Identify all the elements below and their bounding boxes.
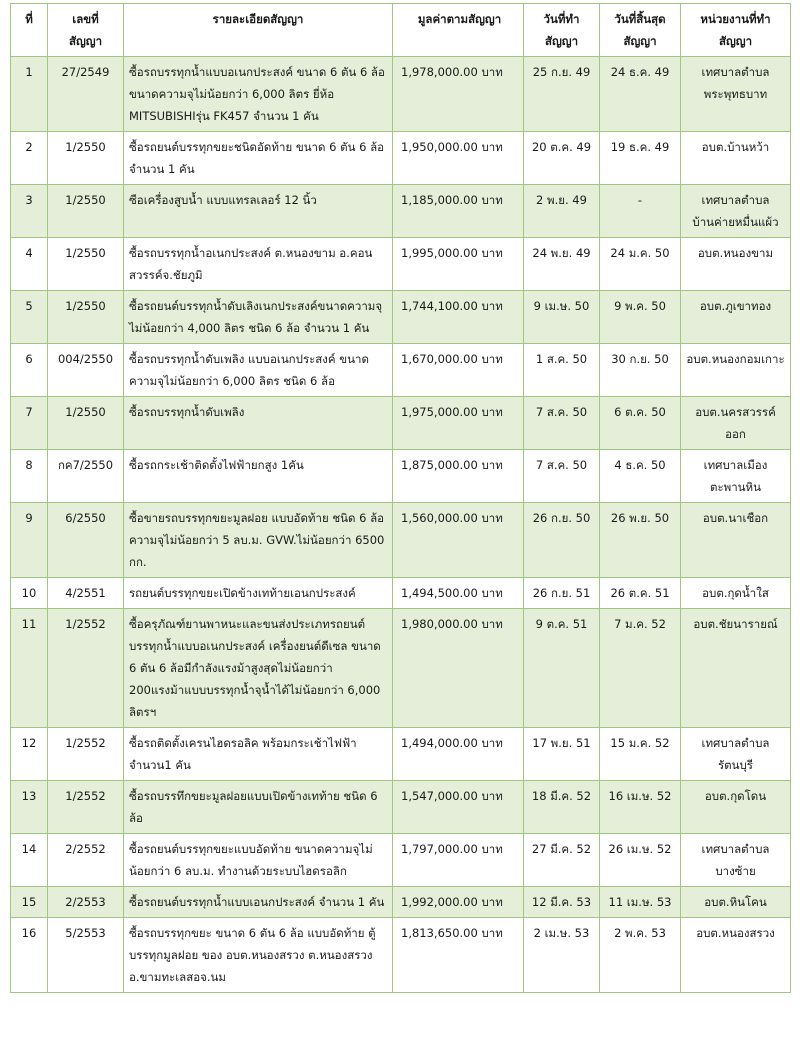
cell-amount: 1,980,000.00 บาท	[393, 609, 524, 728]
cell-amount: 1,797,000.00 บาท	[393, 834, 524, 887]
cell-amount: 1,744,100.00 บาท	[393, 291, 524, 344]
cell-end-date: 26 พ.ย. 50	[600, 503, 681, 578]
cell-no: 14	[11, 834, 48, 887]
cell-start-date: 9 เม.ษ. 50	[524, 291, 600, 344]
header-agency-line2: สัญญา	[718, 34, 753, 48]
cell-end-date: 26 เม.ษ. 52	[600, 834, 681, 887]
table-row	[11, 397, 791, 450]
cell-contract-number: 5/2553	[48, 918, 124, 993]
cell-agency: อบต.นครสวรรค์ออก	[681, 397, 791, 450]
cell-end-date: 7 ม.ค. 52	[600, 609, 681, 728]
cell-no: 16	[11, 918, 48, 993]
cell-contract-number: 1/2552	[48, 781, 124, 834]
cell-end-date: 24 ม.ค. 50	[600, 238, 681, 291]
header-start-line1: วันที่ทำ	[543, 12, 580, 26]
cell-amount: 1,813,650.00 บาท	[393, 918, 524, 993]
cell-contract-number: 1/2550	[48, 238, 124, 291]
cell-start-date: 1 ส.ค. 50	[524, 344, 600, 397]
cell-agency: อบต.หนองสรวง	[681, 918, 791, 993]
cell-no: 11	[11, 609, 48, 728]
table-row	[11, 918, 791, 993]
cell-start-date: 20 ต.ค. 49	[524, 132, 600, 185]
cell-end-date: 11 เม.ษ. 53	[600, 887, 681, 918]
cell-no: 2	[11, 132, 48, 185]
cell-detail: ซื้อรถบรรทุกน้ำดับเพลิง	[124, 397, 393, 450]
cell-no: 12	[11, 728, 48, 781]
cell-detail: ซื้อรถบรรทุกน้ำอเนกประสงค์ ต.หนองขาม อ.คอนสวรรค์จ.ชัยภูมิ	[124, 238, 393, 291]
header-end-line2: สัญญา	[623, 34, 657, 48]
cell-detail: ซื้อรถบรรทุกน้ำแบบอเนกประสงค์ ขนาด 6 ตัน 6 ล้อ ขนาดความจุไม่น้อยกว่า 6,000 ลิตร ยี่ห้อ MITSUBISHIรุ่น FK457 จำนวน 1 คัน	[124, 57, 393, 132]
table-row	[11, 57, 791, 132]
table-row	[11, 132, 791, 185]
header-row	[11, 4, 791, 57]
table-row	[11, 185, 791, 238]
cell-amount: 1,978,000.00 บาท	[393, 57, 524, 132]
table-row	[11, 238, 791, 291]
cell-end-date: 19 ธ.ค. 49	[600, 132, 681, 185]
cell-amount: 1,494,500.00 บาท	[393, 578, 524, 609]
cell-amount: 1,547,000.00 บาท	[393, 781, 524, 834]
table-row	[11, 728, 791, 781]
cell-no: 15	[11, 887, 48, 918]
cell-no: 9	[11, 503, 48, 578]
cell-amount: 1,950,000.00 บาท	[393, 132, 524, 185]
cell-start-date: 27 มี.ค. 52	[524, 834, 600, 887]
cell-contract-number: 2/2552	[48, 834, 124, 887]
cell-start-date: 17 พ.ย. 51	[524, 728, 600, 781]
cell-agency: เทศบาลตำบลบ้านค่ายหมื่นแผ้ว	[681, 185, 791, 238]
cell-start-date: 9 ต.ค. 51	[524, 609, 600, 728]
cell-end-date: 2 พ.ค. 53	[600, 918, 681, 993]
cell-detail: ซื้อรถบรรทึกขยะมูลฝอยแบบเปิดข้างเทท้าย ชนิด 6 ล้อ	[124, 781, 393, 834]
cell-amount: 1,992,000.00 บาท	[393, 887, 524, 918]
cell-contract-number: 1/2550	[48, 397, 124, 450]
header-contract-line1: เลขที่	[72, 12, 99, 26]
cell-end-date: 24 ธ.ค. 49	[600, 57, 681, 132]
cell-detail: ซื้อขายรถบรรทุกขยะมูลฝอย แบบอัดท้าย ชนิด 6 ล้อ ความจุไม่น้อยกว่า 5 ลบ.ม. GVW.ไม่น้อยกว่า 6500 กก.	[124, 503, 393, 578]
cell-agency: อบต.หนองกอมเกาะ	[681, 344, 791, 397]
cell-agency: อบต.กุดโดน	[681, 781, 791, 834]
header-contract-line2: สัญญา	[68, 34, 103, 48]
cell-agency: อบต.หินโคน	[681, 887, 791, 918]
header-agency	[681, 4, 791, 57]
table-row	[11, 578, 791, 609]
header-detail: รายละเอียดสัญญา	[124, 4, 393, 57]
cell-detail: ซื้อรถกระเช้าติดตั้งไฟฟ้ายกสูง 1คัน	[124, 450, 393, 503]
header-end-line1: วันที่สิ้นสุด	[614, 12, 666, 26]
cell-start-date: 18 มี.ค. 52	[524, 781, 600, 834]
cell-amount: 1,670,000.00 บาท	[393, 344, 524, 397]
cell-amount: 1,995,000.00 บาท	[393, 238, 524, 291]
cell-end-date: 26 ต.ค. 51	[600, 578, 681, 609]
cell-no: 4	[11, 238, 48, 291]
header-start-line2: สัญญา	[544, 34, 579, 48]
header-start-date	[524, 4, 600, 57]
contracts-table	[10, 3, 791, 993]
cell-no: 6	[11, 344, 48, 397]
cell-contract-number: 1/2550	[48, 291, 124, 344]
cell-contract-number: 6/2550	[48, 503, 124, 578]
cell-contract-number: 1/2550	[48, 132, 124, 185]
cell-no: 13	[11, 781, 48, 834]
cell-contract-number: 1/2552	[48, 728, 124, 781]
cell-detail: ซื้อรถบรรทุกน้ำดับเพลิง แบบอเนกประสงค์ ขนาดความจุไม่น้อยกว่า 6,000 ลิตร ชนิด 6 ล้อ	[124, 344, 393, 397]
cell-end-date: 9 พ.ค. 50	[600, 291, 681, 344]
cell-agency: อบต.ชัยนารายณ์	[681, 609, 791, 728]
cell-end-date: 16 เม.ษ. 52	[600, 781, 681, 834]
cell-no: 3	[11, 185, 48, 238]
cell-detail: ซื้อรถยนต์บรรทุกขยะชนิดอัดท้าย ขนาด 6 ตัน 6 ล้อ จำนวน 1 คัน	[124, 132, 393, 185]
cell-agency: เทศบาลตำบลรัตนบุรี	[681, 728, 791, 781]
cell-contract-number: 1/2550	[48, 185, 124, 238]
cell-detail: รถยนต์บรรทุกขยะเปิดข้างเทท้ายเอนกประสงค์	[124, 578, 393, 609]
cell-start-date: 12 มี.ค. 53	[524, 887, 600, 918]
table-row	[11, 344, 791, 397]
cell-amount: 1,975,000.00 บาท	[393, 397, 524, 450]
cell-agency: อบต.บ้านหว้า	[681, 132, 791, 185]
cell-start-date: 26 ก.ย. 51	[524, 578, 600, 609]
header-no: ที่	[11, 4, 48, 57]
cell-start-date: 2 พ.ย. 49	[524, 185, 600, 238]
cell-no: 7	[11, 397, 48, 450]
cell-contract-number: 1/2552	[48, 609, 124, 728]
cell-no: 5	[11, 291, 48, 344]
header-agency-line1: หน่วยงานที่ทำ	[700, 12, 771, 26]
cell-detail: ซื้อรถยนต์บรรทุกขยะแบบอัดท้าย ขนาดความจุไม่น้อยกว่า 6 ลบ.ม. ทำงานด้วยระบบไฮดรอลิก	[124, 834, 393, 887]
cell-detail: ซื้อรถบรรทุกขยะ ขนาด 6 ตัน 6 ล้อ แบบอัดท้าย ตู้บรรทุกมูลฝอย ของ อบต.หนองสรวง ต.หนองสรวง อ.ขามทะเลสอจ.นม	[124, 918, 393, 993]
cell-start-date: 25 ก.ย. 49	[524, 57, 600, 132]
cell-agency: อบต.นาเชือก	[681, 503, 791, 578]
cell-detail: ซือเครื่องสูบน้ำ แบบแทรลเลอร์ 12 นิ้ว	[124, 185, 393, 238]
cell-contract-number: กค7/2550	[48, 450, 124, 503]
cell-no: 1	[11, 57, 48, 132]
cell-agency: เทศบาลตำบลพระพุทธบาท	[681, 57, 791, 132]
table-row	[11, 609, 791, 728]
cell-end-date: 6 ต.ค. 50	[600, 397, 681, 450]
cell-start-date: 2 เม.ษ. 53	[524, 918, 600, 993]
cell-agency: อบต.กุดน้ำใส	[681, 578, 791, 609]
cell-amount: 1,875,000.00 บาท	[393, 450, 524, 503]
cell-start-date: 26 ก.ย. 50	[524, 503, 600, 578]
cell-end-date: -	[600, 185, 681, 238]
cell-end-date: 15 ม.ค. 52	[600, 728, 681, 781]
cell-no: 10	[11, 578, 48, 609]
cell-detail: ซื้อรถยนต์บรรทุกน้ำดับเลิงเนกประสงค์ขนาดความจุไม่น้อยกว่า 4,000 ลิตร ชนิด 6 ล้อ จำนวน 1 คัน	[124, 291, 393, 344]
cell-amount: 1,494,000.00 บาท	[393, 728, 524, 781]
header-end-date	[600, 4, 681, 57]
table-row	[11, 450, 791, 503]
table-row	[11, 834, 791, 887]
cell-contract-number: 27/2549	[48, 57, 124, 132]
cell-end-date: 30 ก.ย. 50	[600, 344, 681, 397]
cell-detail: ซื้อรถติดตั้งเครนไฮดรอลิค พร้อมกระเช้าไฟฟ้า จำนวน1 คัน	[124, 728, 393, 781]
header-contract-number	[48, 4, 124, 57]
table-row	[11, 887, 791, 918]
cell-contract-number: 4/2551	[48, 578, 124, 609]
table-row	[11, 781, 791, 834]
cell-no: 8	[11, 450, 48, 503]
table-row	[11, 503, 791, 578]
cell-agency: อบต.ภูเขาทอง	[681, 291, 791, 344]
cell-amount: 1,560,000.00 บาท	[393, 503, 524, 578]
cell-agency: เทศบาลเมืองตะพานหิน	[681, 450, 791, 503]
cell-contract-number: 2/2553	[48, 887, 124, 918]
cell-start-date: 7 ส.ค. 50	[524, 397, 600, 450]
header-amount: มูลค่าตามสัญญา	[393, 4, 524, 57]
cell-detail: ซื้อครุภัณฑ์ยานพาหนะและขนส่งประเภทรถยนต์บรรทุกน้ำแบบอเนกประสงค์ เครื่องยนต์ดีเซล ขนาด 6 ตัน 6 ล้อมีกำลังแรงม้าสูงสุดไม่น้อยกว่า 200แรงม้าแบบบรรทุกน้ำจุน้ำได้ไม่น้อยกว่า 6,000 ลิตรฯ	[124, 609, 393, 728]
cell-start-date: 24 พ.ย. 49	[524, 238, 600, 291]
cell-start-date: 7 ส.ค. 50	[524, 450, 600, 503]
cell-contract-number: 004/2550	[48, 344, 124, 397]
cell-agency: เทศบาลตำบลบางซ้าย	[681, 834, 791, 887]
cell-end-date: 4 ธ.ค. 50	[600, 450, 681, 503]
cell-detail: ซื้อรถยนต์บรรทุกน้ำแบบเอนกประสงค์ จำนวน 1 คัน	[124, 887, 393, 918]
table-row	[11, 291, 791, 344]
cell-agency: อบต.หนองขาม	[681, 238, 791, 291]
cell-amount: 1,185,000.00 บาท	[393, 185, 524, 238]
